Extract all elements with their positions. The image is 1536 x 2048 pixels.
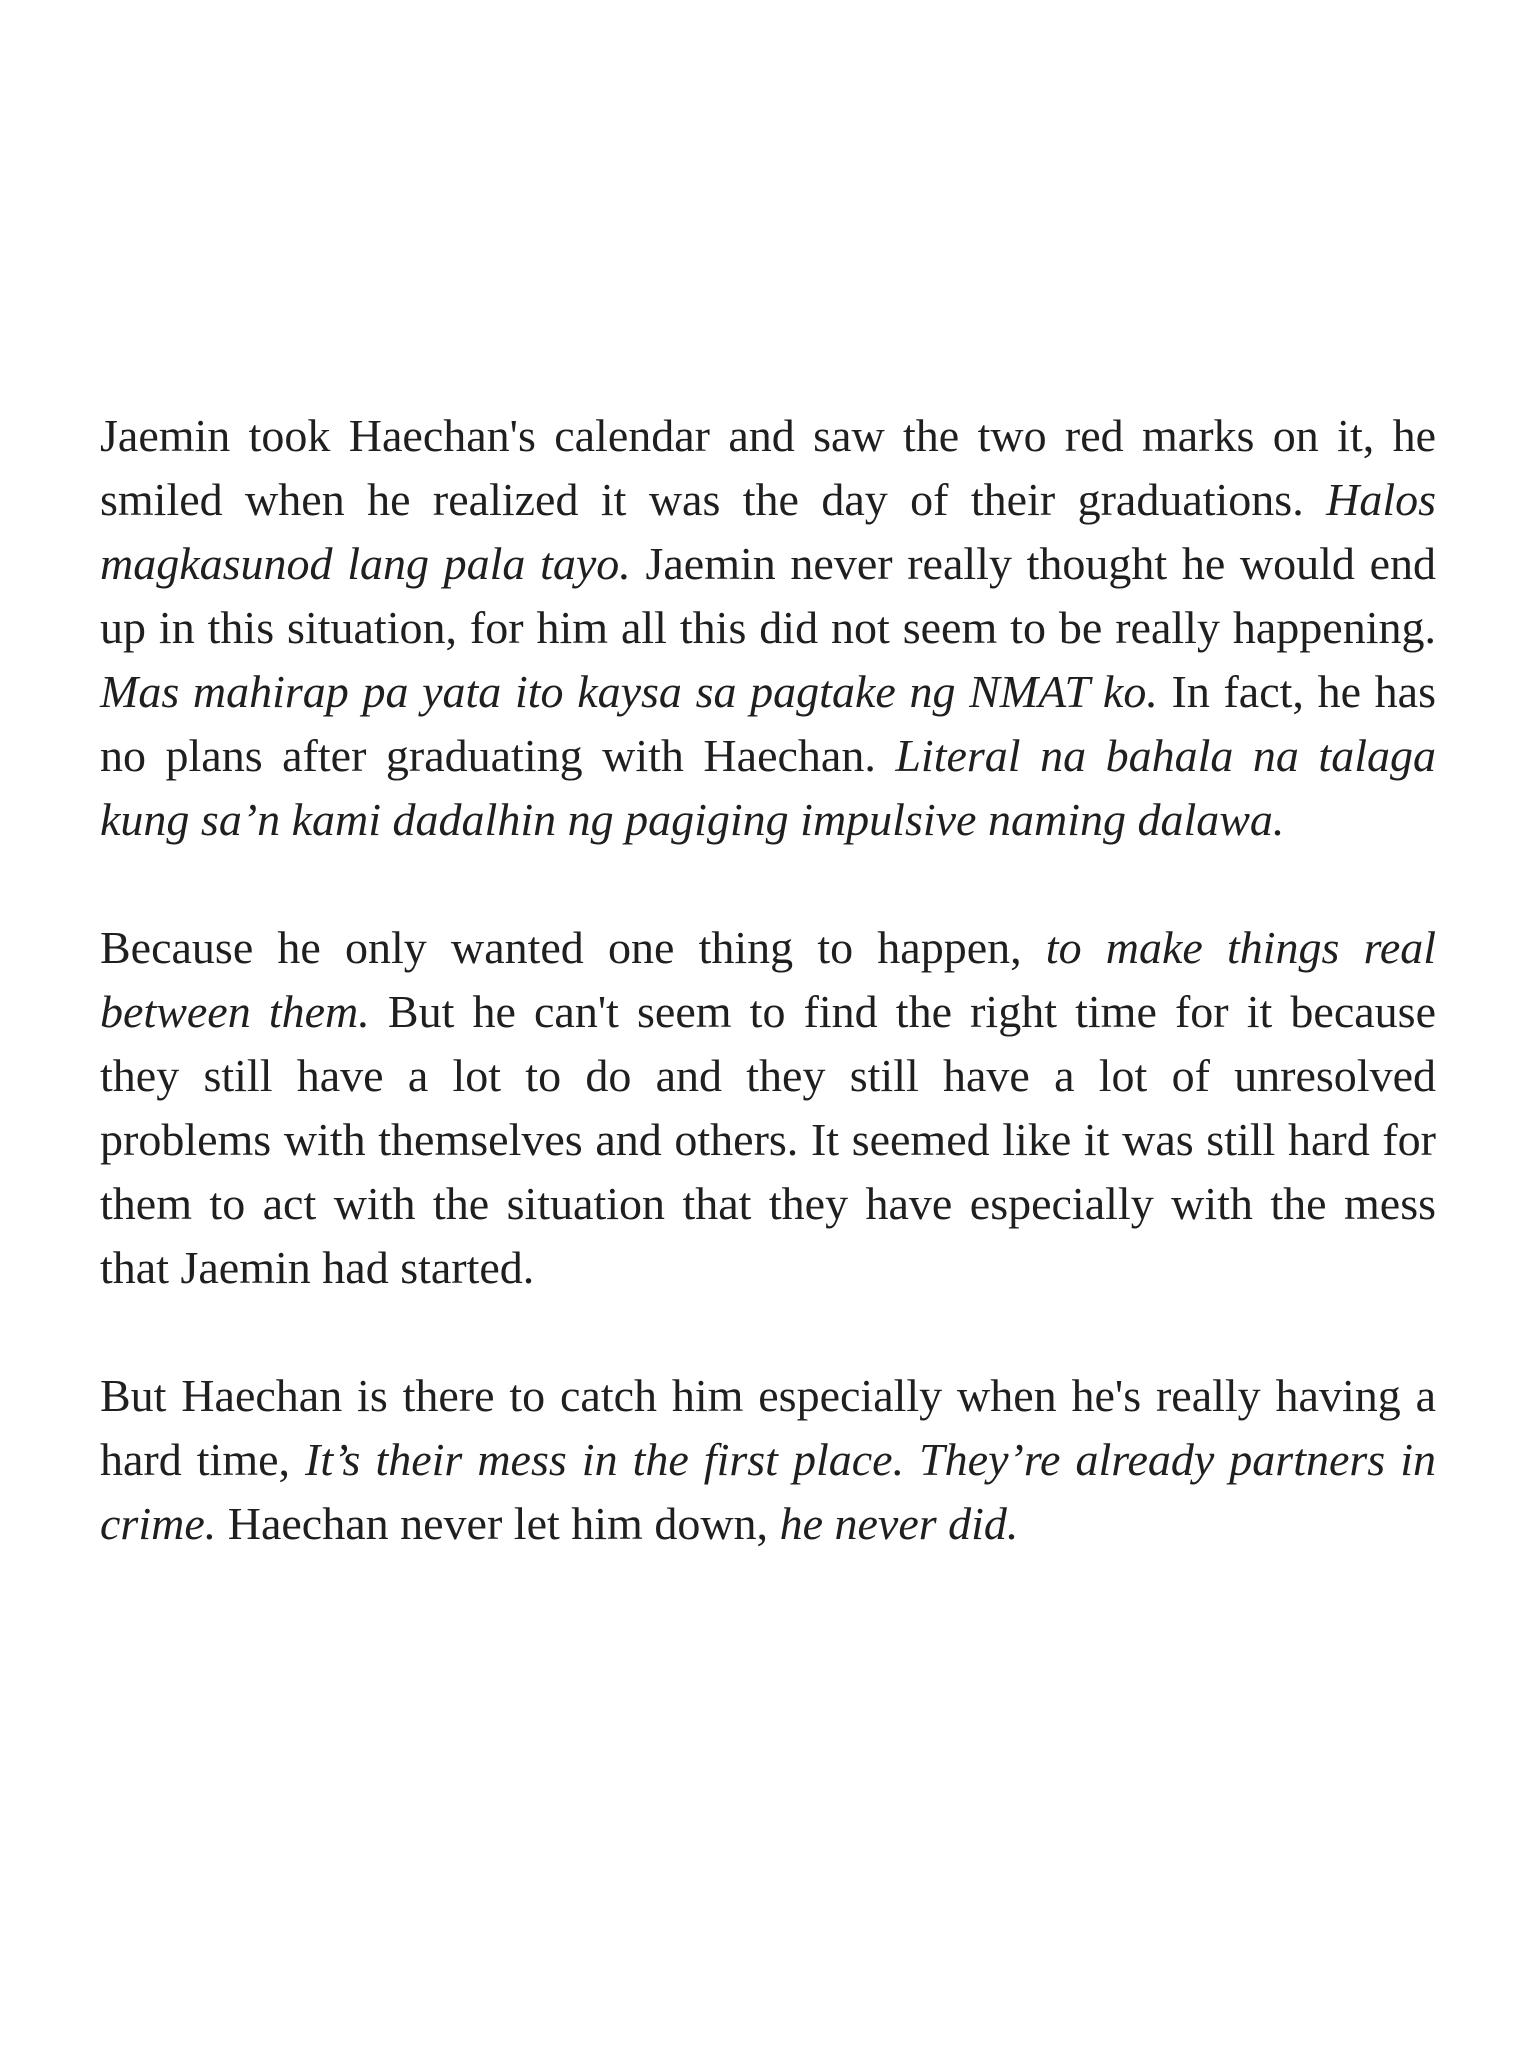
italic-text-run: Halos magkasunod lang pala tayo. [100,474,1436,589]
italic-text-run: he never did. [779,1498,1019,1549]
italic-text-run: Mas mahirap pa yata ito kaysa sa pagtake ng NMAT ko. [100,666,1158,717]
paragraph-3 [100,1364,1436,1556]
text-run: But he can't seem to find the right time for it because they still have a lot to do and they still have a lot of unresolved problems with themselves and others. It seemed like it was still hard for them to act with the situation that they have especially with the mess that Jaemin had started. [100,986,1436,1293]
text-run: Haechan never let him down, [216,1498,780,1549]
text-run: In fact, he has no plans after graduating with Haechan. [100,666,1436,781]
paragraph-2 [100,916,1436,1300]
text-run: But Haechan is there to catch him especially when he's really having a hard time, [100,1370,1436,1485]
paragraph-1 [100,404,1436,852]
text-run: Because he only wanted one thing to happen, [100,922,1046,973]
document-body [100,404,1436,1556]
text-run: Jaemin never really thought he would end up in this situation, for him all this did not seem to be really happening. [100,538,1437,653]
italic-text-run: to make things real between them. [100,922,1437,1037]
italic-text-run: It’s their mess in the first place. They’re already partners in crime. [100,1434,1436,1549]
text-run: Jaemin took Haechan's calendar and saw the two red marks on it, he smiled when he realized it was the day of their graduations. [100,410,1436,525]
italic-text-run: Literal na bahala na talaga kung sa’n kami dadalhin ng pagiging impulsive naming dalawa. [100,730,1436,845]
